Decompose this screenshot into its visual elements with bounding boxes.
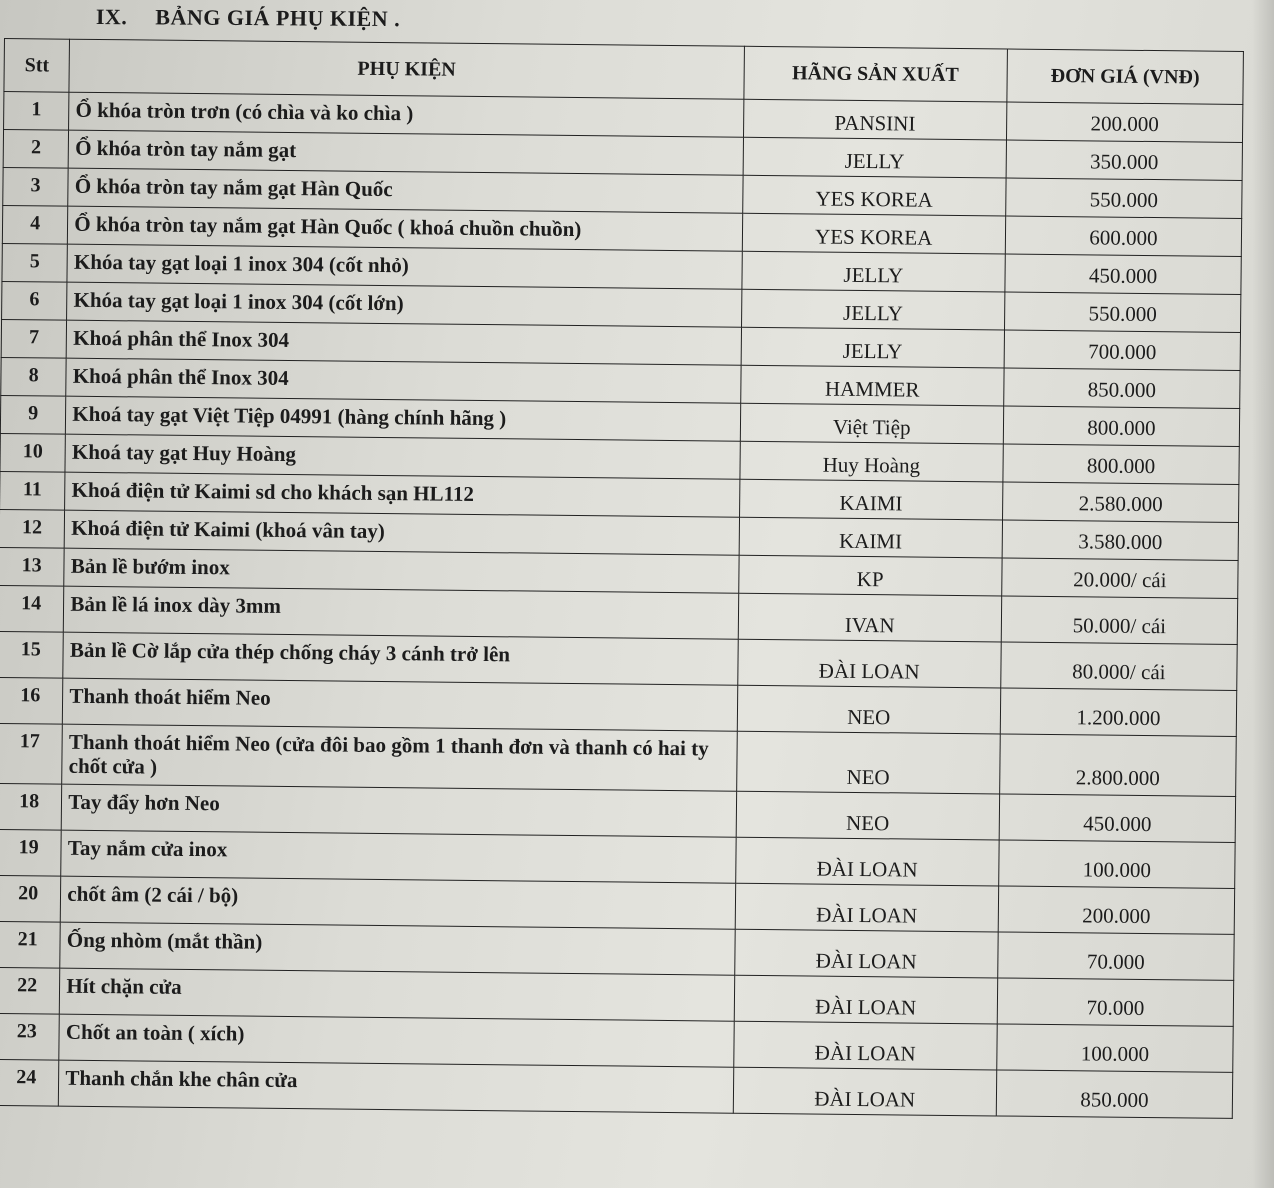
row-name: Ổ khóa tròn tay nắm gạt Hàn Quốc	[68, 168, 743, 213]
page-edge-shadow	[1252, 0, 1274, 1188]
row-price: 1.200.000	[1000, 688, 1236, 736]
row-brand: ĐÀI LOAN	[733, 1067, 997, 1116]
row-stt: 20	[0, 875, 61, 922]
row-name: Khoá điện tử Kaimi sd cho khách sạn HL112	[65, 472, 740, 517]
row-price: 80.000/ cái	[1001, 642, 1237, 690]
section-title	[96, 4, 400, 32]
row-price: 20.000/ cái	[1002, 558, 1238, 598]
row-price: 850.000	[1004, 368, 1240, 408]
row-price: 200.000	[1006, 102, 1242, 142]
row-brand: JELLY	[743, 137, 1007, 178]
row-stt: 6	[2, 281, 68, 320]
row-stt: 9	[0, 395, 66, 434]
row-stt: 24	[0, 1059, 59, 1106]
row-brand: ĐÀI LOAN	[735, 837, 999, 886]
row-stt: 2	[3, 130, 69, 169]
row-name: Thanh thoát hiểm Neo (cửa đôi bao gồm 1 thanh đơn và thanh có hai ty chốt cửa )	[62, 724, 737, 791]
row-brand: NEO	[736, 791, 1000, 840]
row-price: 450.000	[999, 794, 1235, 842]
row-name: Ổ khóa tròn tay nắm gạt Hàn Quốc ( khoá chuồn chuồn)	[68, 206, 743, 251]
header-stt: Stt	[4, 39, 70, 93]
row-brand: Việt Tiệp	[740, 403, 1004, 444]
row-stt: 12	[0, 509, 65, 548]
row-price: 800.000	[1003, 406, 1239, 446]
row-name: Bản lề Cờ lắp cửa thép chống cháy 3 cánh trở lên	[63, 632, 738, 685]
row-brand: KAIMI	[739, 517, 1003, 558]
row-price: 3.580.000	[1002, 520, 1238, 560]
row-name: Khóa tay gạt loại 1 inox 304 (cốt lớn)	[67, 282, 742, 327]
row-name: Khoá tay gạt Huy Hoàng	[65, 434, 740, 479]
row-price: 450.000	[1005, 254, 1241, 294]
row-brand: NEO	[737, 685, 1001, 734]
row-price: 600.000	[1005, 216, 1241, 256]
row-stt: 18	[0, 783, 62, 830]
row-stt: 16	[0, 677, 63, 724]
row-price: 2.800.000	[1000, 734, 1237, 796]
row-brand: ĐÀI LOAN	[735, 883, 999, 932]
row-stt: 17	[0, 723, 63, 784]
row-name: Khoá phân thể Inox 304	[66, 320, 741, 365]
row-name: Tay đẩy hơn Neo	[62, 784, 737, 837]
row-name: Thanh thoát hiểm Neo	[63, 678, 738, 731]
price-table	[0, 38, 1244, 1119]
row-price: 700.000	[1004, 330, 1240, 370]
row-name: Thanh chắn khe chân cửa	[59, 1060, 734, 1113]
row-price: 50.000/ cái	[1001, 596, 1237, 644]
row-stt: 7	[1, 319, 67, 358]
row-brand: KP	[738, 555, 1002, 596]
row-name: Khoá phân thể Inox 304	[66, 358, 741, 403]
section-number: IX.	[95, 4, 128, 30]
row-name: Hít chặn cửa	[60, 968, 735, 1021]
row-stt: 3	[3, 167, 69, 206]
row-brand: ĐÀI LOAN	[734, 975, 998, 1024]
row-stt: 13	[0, 547, 64, 586]
row-name: Ổ khóa tròn trơn (có chìa và ko chìa )	[69, 92, 744, 137]
row-stt: 22	[0, 967, 60, 1014]
row-stt: 10	[0, 433, 66, 472]
row-price: 550.000	[1006, 178, 1242, 218]
row-name: Khoá tay gạt Việt Tiệp 04991 (hàng chính hãng )	[66, 396, 741, 441]
row-brand: JELLY	[741, 289, 1005, 330]
row-name: chốt âm (2 cái / bộ)	[61, 876, 736, 929]
row-name: Tay nắm cửa inox	[61, 830, 736, 883]
row-name: Bản lề lá inox dày 3mm	[64, 586, 739, 639]
row-price: 2.580.000	[1002, 482, 1238, 522]
row-price: 800.000	[1003, 444, 1239, 484]
header-brand: HÃNG SẢN XUẤT	[743, 46, 1007, 102]
row-brand: ĐÀI LOAN	[734, 929, 998, 978]
row-brand: YES KOREA	[742, 175, 1006, 216]
row-price: 70.000	[997, 978, 1233, 1026]
row-price: 100.000	[999, 840, 1235, 888]
row-brand: HAMMER	[740, 365, 1004, 406]
row-brand: NEO	[736, 731, 1000, 794]
row-brand: ĐÀI LOAN	[733, 1021, 997, 1070]
row-price: 200.000	[998, 886, 1234, 934]
row-price: 550.000	[1004, 292, 1240, 332]
section-heading: BẢNG GIÁ PHỤ KIỆN .	[155, 4, 401, 32]
row-brand: YES KOREA	[742, 213, 1006, 254]
row-stt: 4	[2, 205, 68, 244]
header-name: PHỤ KIỆN	[69, 39, 744, 99]
row-stt: 21	[0, 921, 61, 968]
row-stt: 1	[4, 92, 70, 131]
row-brand: IVAN	[738, 593, 1002, 642]
row-brand: KAIMI	[739, 479, 1003, 520]
row-stt: 14	[0, 585, 64, 632]
row-price: 100.000	[997, 1024, 1233, 1072]
price-table-sheet	[0, 38, 1244, 1119]
header-price: ĐƠN GIÁ (VNĐ)	[1007, 49, 1244, 104]
row-brand: JELLY	[742, 251, 1006, 292]
row-stt: 23	[0, 1013, 60, 1060]
row-name: Bản lề bướm inox	[64, 548, 739, 593]
row-brand: PANSINI	[743, 99, 1007, 140]
row-price: 350.000	[1006, 140, 1242, 180]
row-name: Ổ khóa tròn tay nắm gạt	[68, 130, 743, 175]
row-stt: 5	[2, 243, 68, 282]
row-brand: JELLY	[741, 327, 1005, 368]
row-price: 70.000	[998, 932, 1234, 980]
row-name: Chốt an toàn ( xích)	[59, 1014, 734, 1067]
row-brand: Huy Hoàng	[740, 441, 1004, 482]
row-price: 850.000	[996, 1070, 1232, 1118]
row-stt: 19	[0, 829, 62, 876]
row-stt: 8	[1, 357, 67, 396]
row-name: Khóa tay gạt loại 1 inox 304 (cốt nhỏ)	[67, 244, 742, 289]
row-stt: 11	[0, 471, 65, 510]
row-stt: 15	[0, 631, 64, 678]
row-name: Khoá điện tử Kaimi (khoá vân tay)	[64, 510, 739, 555]
row-brand: ĐÀI LOAN	[737, 639, 1001, 688]
row-name: Ống nhòm (mắt thần)	[60, 922, 735, 975]
